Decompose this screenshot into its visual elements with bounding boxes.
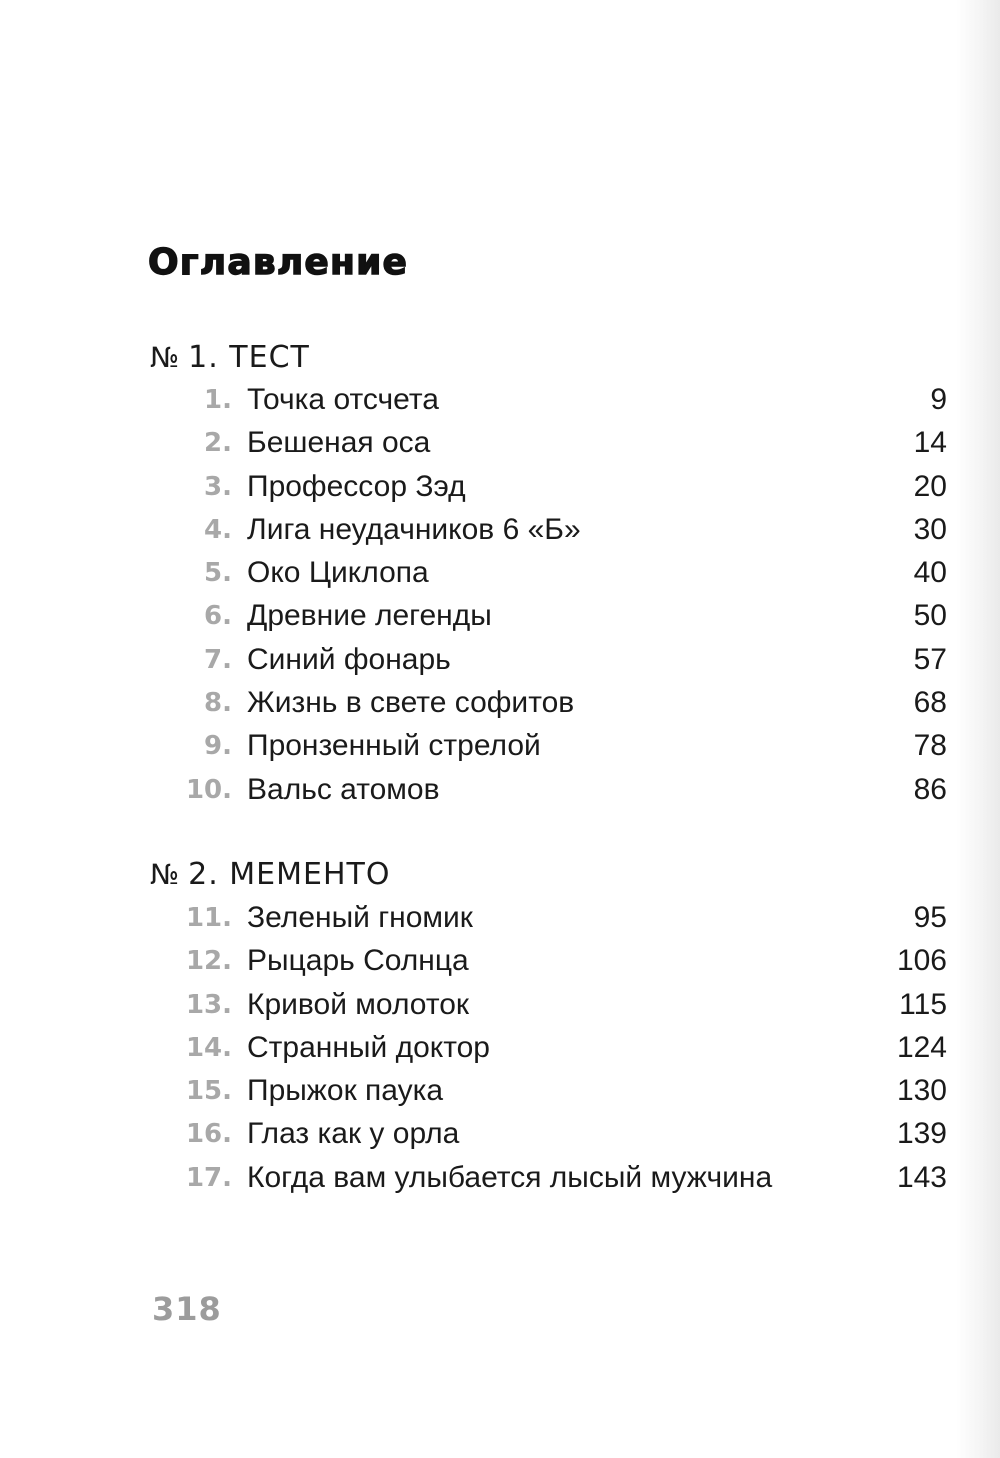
entry-title: Древние легенды	[247, 599, 506, 632]
entry-number: 4.	[204, 514, 232, 545]
toc-entry-8[interactable]	[0, 682, 1000, 725]
entry-title: Глаз как у орла	[247, 1117, 473, 1150]
entry-page: 124	[887, 1030, 947, 1066]
toc-entry-15[interactable]	[0, 1070, 1000, 1113]
entry-page: 106	[887, 943, 947, 979]
entry-number: 14.	[185, 1032, 232, 1063]
entry-title-leader	[247, 469, 872, 505]
entry-page: 50	[904, 598, 947, 634]
section-heading-2	[150, 857, 390, 892]
entry-number: 2.	[204, 428, 232, 459]
entry-title: Рыцарь Солнца	[247, 944, 483, 977]
entry-title: Лига неудачников 6 «Б»	[247, 513, 595, 546]
entry-title: Бешеная оса	[247, 426, 444, 459]
entry-title-leader	[247, 1073, 872, 1109]
entry-title-leader	[247, 987, 872, 1023]
entry-number: 15.	[185, 1076, 232, 1107]
toc-entry-17[interactable]	[0, 1157, 1000, 1200]
toc-entry-6[interactable]	[0, 595, 1000, 638]
entry-number: 12.	[185, 946, 232, 977]
toc-entry-4[interactable]	[0, 509, 1000, 552]
number-sign: №	[150, 341, 181, 374]
entry-page: 9	[920, 382, 947, 418]
entry-number: 11.	[185, 903, 232, 933]
entry-title: Когда вам улыбается лысый мужчина	[247, 1161, 786, 1194]
section-title: 2. МЕМЕНТО	[188, 857, 391, 892]
toc-entry-2[interactable]	[0, 422, 1000, 465]
entry-title: Странный доктор	[247, 1031, 504, 1064]
entry-title-leader	[247, 555, 872, 591]
toc-entry-14[interactable]	[0, 1027, 1000, 1070]
toc-entry-12[interactable]	[0, 940, 1000, 983]
entry-title-leader	[247, 900, 872, 936]
toc-entry-13[interactable]	[0, 984, 1000, 1027]
toc-entry-16[interactable]	[0, 1113, 1000, 1156]
entry-page: 115	[889, 987, 947, 1023]
entry-title: Точка отсчета	[247, 383, 453, 416]
entry-title: Синий фонарь	[247, 643, 465, 676]
toc-list-section-1	[0, 379, 1000, 812]
entry-number: 17.	[185, 1162, 232, 1193]
toc-entry-11[interactable]	[0, 897, 1000, 940]
entry-title: Око Циклопа	[247, 556, 443, 589]
section-title: 1. ТЕСТ	[188, 340, 310, 375]
entry-title-leader	[247, 1116, 872, 1152]
entry-title-leader	[247, 598, 872, 634]
entry-page: 68	[904, 685, 947, 721]
number-sign: №	[150, 858, 181, 891]
entry-title-leader	[247, 425, 872, 461]
toc-entry-10[interactable]	[0, 769, 1000, 812]
toc-entry-3[interactable]	[0, 466, 1000, 509]
entry-title-leader	[247, 1030, 872, 1066]
entry-title-leader	[247, 512, 872, 548]
toc-title: Оглавление	[148, 242, 409, 283]
entry-number: 6.	[204, 601, 232, 632]
entry-number: 5.	[204, 558, 232, 589]
page-number: 318	[152, 1290, 222, 1328]
entry-page: 139	[887, 1116, 947, 1152]
entry-title: Зеленый гномик	[247, 901, 487, 934]
toc-entry-7[interactable]	[0, 639, 1000, 682]
entry-title: Прыжок паука	[247, 1074, 457, 1107]
entry-number: 1.	[204, 385, 232, 415]
entry-title-leader	[247, 772, 872, 808]
entry-number: 10.	[185, 774, 232, 805]
toc-entry-9[interactable]	[0, 725, 1000, 768]
entry-title: Жизнь в свете софитов	[247, 686, 588, 719]
toc-entry-1[interactable]	[0, 379, 1000, 422]
entry-number: 13.	[185, 989, 232, 1020]
entry-number: 16.	[185, 1119, 232, 1150]
entry-title-leader	[247, 1160, 872, 1196]
entry-title-leader	[247, 382, 872, 418]
entry-number: 9.	[204, 731, 232, 762]
entry-title: Вальс атомов	[247, 773, 454, 806]
entry-page: 143	[887, 1160, 947, 1196]
entry-title-leader	[247, 685, 872, 721]
entry-page: 57	[904, 642, 947, 678]
section-heading-1	[150, 340, 310, 375]
entry-title-leader	[247, 728, 872, 764]
entry-page: 30	[904, 512, 947, 548]
entry-number: 8.	[204, 688, 232, 719]
entry-page: 95	[904, 900, 947, 936]
entry-title: Кривой молоток	[247, 988, 483, 1021]
toc-list-section-2	[0, 897, 1000, 1200]
entry-number: 7.	[204, 644, 232, 675]
entry-page: 78	[904, 728, 947, 764]
entry-title-leader	[247, 642, 872, 678]
entry-page: 14	[904, 425, 947, 461]
entry-page: 130	[887, 1073, 947, 1109]
entry-page: 20	[904, 469, 947, 505]
toc-entry-5[interactable]	[0, 552, 1000, 595]
entry-page: 40	[904, 555, 947, 591]
entry-title-leader	[247, 943, 872, 979]
entry-page: 86	[904, 772, 947, 808]
entry-title: Профессор Зэд	[247, 470, 480, 503]
entry-title: Пронзенный стрелой	[247, 729, 555, 762]
entry-number: 3.	[204, 471, 232, 502]
